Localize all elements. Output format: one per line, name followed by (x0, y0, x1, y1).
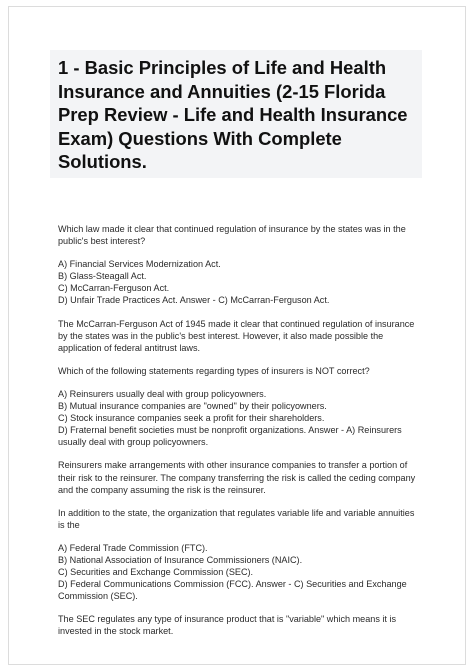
explanation-2: Reinsurers make arrangements with other insurance companies to transfer a portion of their risk to the reinsurer. The company transferring the risk is called the ceding company and the company assuming the risk is the reinsurer. (58, 460, 416, 495)
option: B) National Association of Insurance Commissioners (NAIC). (58, 554, 303, 565)
option: B) Mutual insurance companies are "owned" by their policyowners. (58, 401, 327, 412)
option: C) Securities and Exchange Commission (SEC). (58, 567, 254, 578)
question-3: In addition to the state, the organization that regulates variable life and variable annuities is the (58, 507, 415, 530)
explanation-1: The McCarran-Ferguson Act of 1945 made it clear that continued regulation of insurance by the states was in the public's best interest. However, it also made possible the application of federal antitrust laws. (58, 318, 415, 353)
explanation-3: The SEC regulates any type of insurance product that is "variable" which means it is invested in the stock market. (58, 614, 397, 637)
option: A) Federal Trade Commission (FTC). (58, 542, 208, 553)
question-2: Which of the following statements regarding types of insurers is NOT correct? (58, 365, 370, 376)
question-3-options (58, 542, 418, 602)
option: B) Glass-Steagall Act. (58, 271, 147, 282)
question-1: Which law made it clear that continued regulation of insurance by the states was in the public's best interest? (58, 224, 406, 247)
option: D) Fraternal benefit societies must be nonprofit organizations. Answer - A) Reinsurers usually deal with group policyowners. (58, 425, 402, 448)
document-title: 1 - Basic Principles of Life and Health Insurance and Annuities (2-15 Florida Prep Review - Life and Health Insurance Exam) Questions With Complete Solutions. (58, 57, 408, 172)
option: C) Stock insurance companies seek a profit for their shareholders. (58, 413, 325, 424)
question-1-options (58, 258, 418, 306)
option: A) Financial Services Modernization Act. (58, 259, 221, 270)
option: D) Federal Communications Commission (FCC). Answer - C) Securities and Exchange Commission (SEC). (58, 579, 407, 602)
document-body (58, 223, 418, 649)
option: C) McCarran-Ferguson Act. (58, 283, 170, 294)
question-2-options (58, 388, 418, 448)
option: A) Reinsurers usually deal with group policyowners. (58, 388, 267, 399)
option: D) Unfair Trade Practices Act. Answer - C) McCarran-Ferguson Act. (58, 295, 330, 306)
